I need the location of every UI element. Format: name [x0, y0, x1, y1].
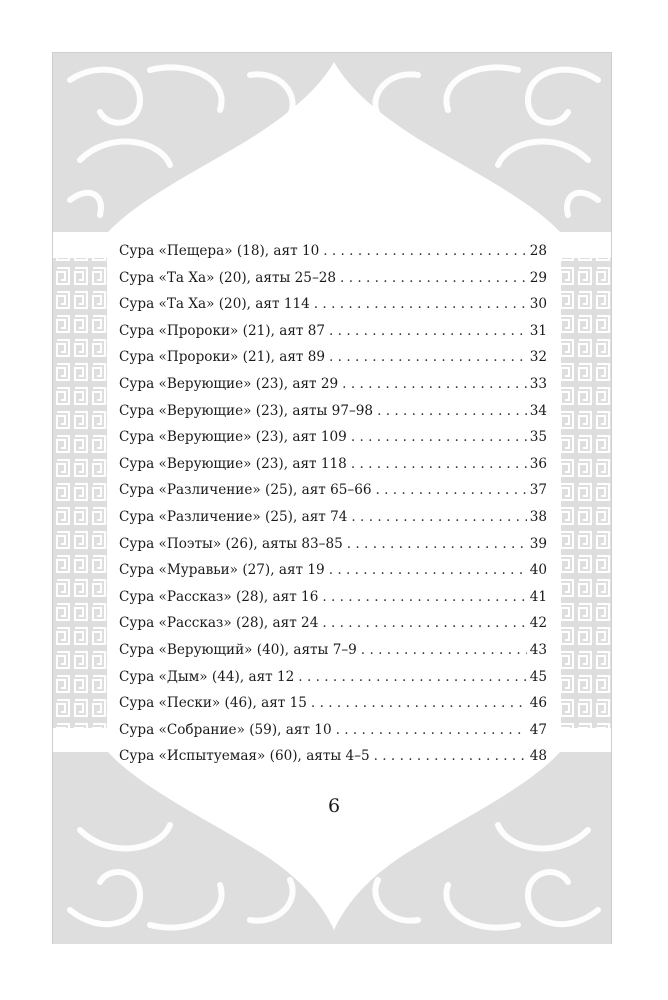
toc-entry-page: 34: [529, 402, 547, 419]
toc-dot-leader: [314, 291, 527, 318]
toc-entry: [119, 344, 547, 371]
toc-entry: [119, 743, 547, 770]
toc-entry-title: Сура «Верующие» (23), аят 109: [119, 429, 347, 446]
toc-entry: [119, 424, 547, 451]
toc-entry-page: 35: [529, 429, 547, 446]
toc-dot-leader: [336, 717, 527, 744]
toc-entry-page: 40: [529, 562, 547, 579]
toc-entry: [119, 531, 547, 558]
toc-entry: [119, 265, 547, 292]
toc-entry-title: Сура «Верующие» (23), аят 118: [119, 455, 347, 472]
toc-entry: [119, 717, 547, 744]
toc-entry: [119, 557, 547, 584]
table-of-contents: [119, 238, 547, 770]
toc-entry-page: 33: [529, 375, 547, 392]
toc-dot-leader: [351, 451, 527, 478]
toc-dot-leader: [374, 743, 527, 770]
toc-entry: [119, 371, 547, 398]
toc-entry-page: 41: [529, 588, 547, 605]
toc-dot-leader: [329, 318, 527, 345]
toc-entry-title: Сура «Дым» (44), аят 12: [119, 668, 295, 685]
toc-entry-title: Сура «Испытуемая» (60), аяты 4–5: [119, 748, 370, 765]
toc-entry-title: Сура «Верующие» (23), аяты 97–98: [119, 402, 374, 419]
left-key-band: [53, 258, 107, 728]
toc-entry-title: Сура «Пески» (46), аят 15: [119, 695, 307, 712]
toc-entry: [119, 664, 547, 691]
toc-entry-title: Сура «Поэты» (26), аяты 83–85: [119, 535, 343, 552]
toc-entry-page: 37: [529, 482, 547, 499]
toc-entry: [119, 637, 547, 664]
toc-dot-leader: [377, 398, 527, 425]
toc-entry: [119, 451, 547, 478]
toc-entry: [119, 291, 547, 318]
toc-entry-page: 42: [529, 615, 547, 632]
toc-entry-page: 48: [529, 748, 547, 765]
toc-dot-leader: [361, 637, 527, 664]
toc-entry: [119, 584, 547, 611]
toc-entry: [119, 690, 547, 717]
toc-entry-title: Сура «Пророки» (21), аят 89: [119, 349, 326, 366]
toc-entry-page: 47: [529, 721, 547, 738]
toc-entry-page: 46: [529, 695, 547, 712]
toc-entry: [119, 318, 547, 345]
toc-entry-title: Сура «Та Ха» (20), аят 114: [119, 296, 310, 313]
right-key-band: [561, 258, 611, 728]
toc-dot-leader: [340, 265, 527, 292]
toc-entry-title: Сура «Пророки» (21), аят 87: [119, 322, 326, 339]
toc-entry-title: Сура «Верующие» (23), аят 29: [119, 375, 339, 392]
toc-dot-leader: [311, 690, 527, 717]
toc-entry-title: Сура «Муравьи» (27), аят 19: [119, 562, 325, 579]
toc-dot-leader: [329, 557, 527, 584]
toc-entry: [119, 398, 547, 425]
toc-entry-title: Сура «Рассказ» (28), аят 24: [119, 615, 319, 632]
page-number: 6: [327, 795, 341, 817]
toc-entry-page: 45: [529, 668, 547, 685]
toc-entry-page: 38: [529, 508, 547, 525]
toc-entry: [119, 610, 547, 637]
toc-entry-title: Сура «Различение» (25), аят 65–66: [119, 482, 372, 499]
toc-dot-leader: [323, 238, 526, 265]
toc-entry-page: 32: [529, 349, 547, 366]
toc-entry-title: Сура «Собрание» (59), аят 10: [119, 721, 332, 738]
toc-dot-leader: [342, 371, 527, 398]
toc-entry-title: Сура «Та Ха» (20), аяты 25–28: [119, 269, 337, 286]
toc-entry-title: Сура «Различение» (25), аят 74: [119, 508, 348, 525]
toc-dot-leader: [376, 477, 527, 504]
toc-entry-page: 31: [529, 322, 547, 339]
toc-dot-leader: [329, 344, 527, 371]
toc-dot-leader: [322, 584, 526, 611]
toc-entry-title: Сура «Пещера» (18), аят 10: [119, 243, 320, 259]
toc-entry-page: 43: [529, 641, 547, 658]
toc-entry-page: 36: [529, 455, 547, 472]
toc-dot-leader: [298, 664, 526, 691]
toc-entry: [119, 504, 547, 531]
toc-entry: [119, 238, 547, 265]
toc-entry: [119, 477, 547, 504]
toc-entry-page: 28: [529, 243, 547, 259]
toc-dot-leader: [322, 610, 526, 637]
toc-dot-leader: [351, 504, 526, 531]
toc-entry-title: Сура «Верующий» (40), аяты 7–9: [119, 641, 357, 658]
toc-dot-leader: [347, 531, 527, 558]
toc-entry-page: 29: [529, 269, 547, 286]
toc-entry-page: 39: [529, 535, 547, 552]
toc-dot-leader: [351, 424, 527, 451]
toc-entry-page: 30: [529, 296, 547, 313]
toc-entry-title: Сура «Рассказ» (28), аят 16: [119, 588, 319, 605]
